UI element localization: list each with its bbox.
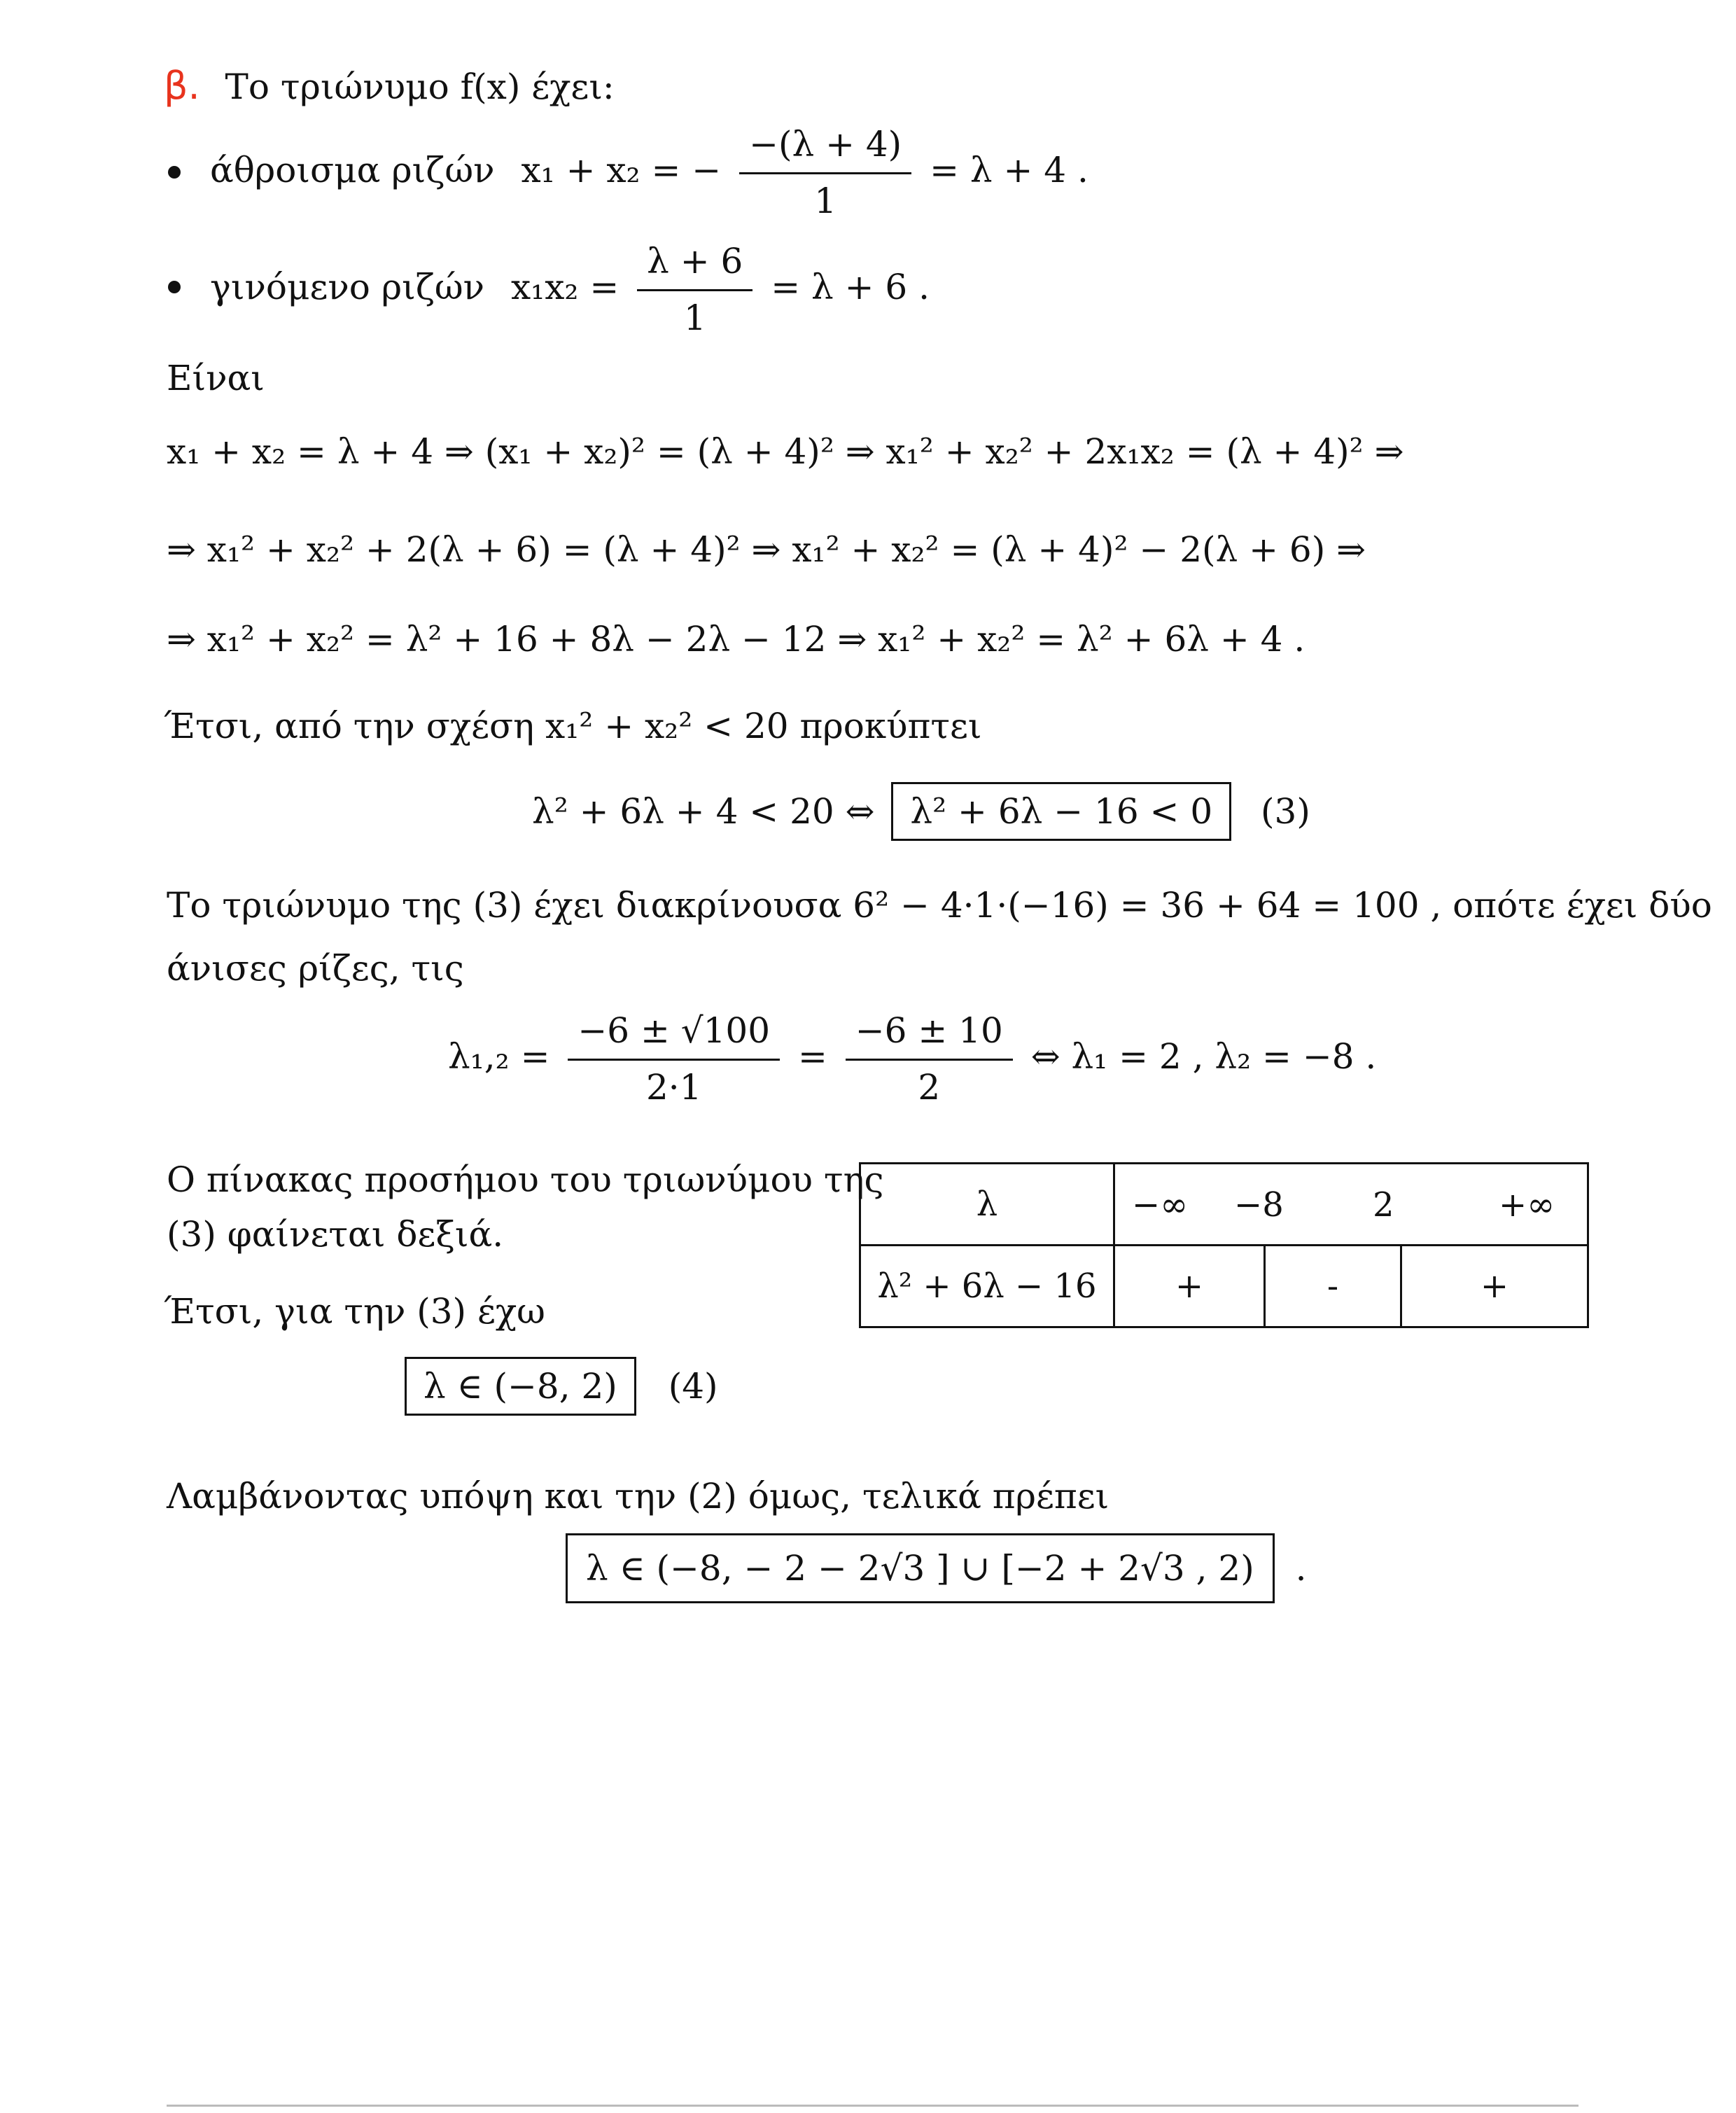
result-4 — [405, 1357, 718, 1416]
roots-equals: = — [797, 1036, 827, 1077]
roots-formula — [448, 1011, 1376, 1108]
product-lhs: x₁x₂ = — [510, 267, 620, 307]
table-points-cell — [1114, 1164, 1588, 1246]
point-minus-8: −8 — [1234, 1185, 1284, 1225]
sum-roots-line — [210, 125, 1088, 221]
sign-table — [859, 1162, 1589, 1328]
result-4-tag: (4) — [668, 1366, 718, 1407]
roots-numerator-2: −6 ± 10 — [846, 1011, 1013, 1061]
final-text: Λαμβάνοντας υπόψη και την (2) όμως, τελικά πρέπει — [167, 1476, 1110, 1516]
point-plus-infinity: +∞ — [1499, 1185, 1555, 1225]
product-rhs: = λ + 6 . — [771, 267, 930, 307]
sum-label: άθροισμα ριζών — [210, 150, 495, 190]
sum-fraction — [739, 125, 911, 221]
sign-cell: + — [1114, 1246, 1265, 1327]
table-row — [860, 1246, 1588, 1327]
equation-line-3: ⇒ x₁² + x₂² = λ² + 16 + 8λ − 2λ − 12 ⇒ x₁² + x₂² = λ² + 6λ + 4 . — [167, 619, 1306, 660]
table-text-1: Ο πίνακας προσήμου του τριωνύμου της — [167, 1159, 884, 1200]
sum-denominator: 1 — [814, 180, 837, 221]
roots-fraction-1 — [568, 1011, 780, 1108]
inequality-tag: (3) — [1261, 791, 1310, 832]
inequality-boxed: λ² + 6λ − 16 < 0 — [891, 782, 1231, 841]
part-label: β. — [164, 64, 200, 108]
part-heading — [164, 64, 615, 108]
roots-fraction-2 — [846, 1011, 1013, 1108]
table-var-cell: λ — [860, 1164, 1114, 1246]
discriminant-line-1: Το τριώνυμο της (3) έχει διακρίνουσα 6² − 4·1·(−16) = 36 + 64 = 100 , οπότε έχει δύο — [167, 885, 1712, 926]
sign-cell: - — [1265, 1246, 1401, 1327]
etsi-text-2: Έτσι, για την (3) έχω — [164, 1291, 545, 1332]
table-row — [860, 1164, 1588, 1246]
roots-numerator-1: −6 ± √100 — [568, 1011, 780, 1061]
inequality-left: λ² + 6λ + 4 < 20 ⇔ — [532, 791, 875, 832]
equation-line-2: ⇒ x₁² + x₂² + 2(λ + 6) = (λ + 4)² ⇒ x₁² + x₂² = (λ + 4)² − 2(λ + 6) ⇒ — [167, 529, 1366, 570]
discriminant-line-2: άνισες ρίζες, τις — [167, 948, 464, 989]
point-minus-infinity: −∞ — [1132, 1185, 1189, 1225]
product-label: γινόμενο ριζών — [210, 267, 485, 307]
sum-rhs: = λ + 4 . — [930, 150, 1088, 190]
product-roots-line — [210, 242, 930, 338]
sign-cell: + — [1401, 1246, 1588, 1327]
final-dot: . — [1295, 1548, 1307, 1589]
sum-numerator: −(λ + 4) — [739, 125, 911, 174]
product-fraction — [637, 242, 752, 338]
final-boxed: λ ∈ (−8, − 2 − 2√3 ] ∪ [−2 + 2√3 , 2) — [566, 1533, 1275, 1603]
result-4-boxed: λ ∈ (−8, 2) — [405, 1357, 636, 1416]
table-text-2: (3) φαίνεται δεξιά. — [167, 1214, 504, 1255]
bullet-icon — [168, 281, 181, 293]
roots-denominator-2: 2 — [918, 1066, 941, 1108]
product-denominator: 1 — [683, 297, 706, 338]
equation-line-1: x₁ + x₂ = λ + 4 ⇒ (x₁ + x₂)² = (λ + 4)² ⇒ x₁² + x₂² + 2x₁x₂ = (λ + 4)² ⇒ — [167, 431, 1404, 472]
inequality-3 — [532, 782, 1310, 841]
table-expr-cell: λ² + 6λ − 16 — [860, 1246, 1114, 1327]
roots-rhs: ⇔ λ₁ = 2 , λ₂ = −8 . — [1030, 1036, 1377, 1077]
sum-lhs: x₁ + x₂ = − — [521, 150, 722, 190]
roots-denominator-1: 2·1 — [645, 1066, 702, 1108]
product-numerator: λ + 6 — [637, 242, 752, 291]
point-2: 2 — [1373, 1185, 1394, 1225]
bullet-icon — [168, 166, 181, 179]
etsi-text-1: Έτσι, από την σχέση x₁² + x₂² < 20 προκύπτει — [164, 706, 982, 746]
intro-text: Το τριώνυμο f(x) έχει: — [225, 67, 615, 107]
final-result — [566, 1533, 1307, 1603]
footer-divider — [167, 2105, 1578, 2107]
roots-lhs: λ₁,₂ = — [448, 1036, 550, 1077]
einai-text: Είναι — [167, 358, 265, 398]
